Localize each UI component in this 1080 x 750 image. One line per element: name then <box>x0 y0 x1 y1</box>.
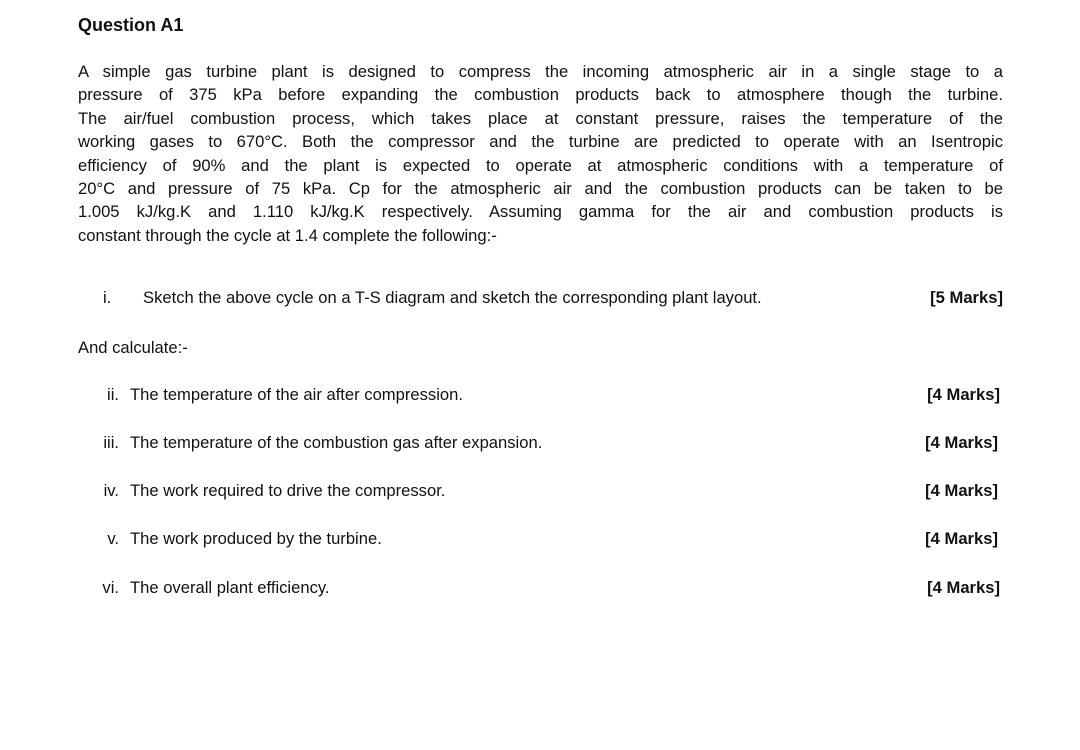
question-title: Question A1 <box>78 15 184 35</box>
paragraph-line: A simple gas turbine plant is designed to compress the incoming atmospheric air in a single stage to a <box>78 62 1003 81</box>
item-number: vi. <box>102 578 119 597</box>
item-text: The temperature of the air after compression. <box>130 385 463 404</box>
question-item-i <box>0 288 1080 312</box>
paragraph-line: 1.005 kJ/kg.K and 1.110 kJ/kg.K respectively. Assuming gamma for the air and combustion products is <box>78 202 1003 222</box>
paragraph-line: efficiency of 90% and the plant is expected to operate at atmospheric conditions with a temperature of <box>78 155 1003 175</box>
item-text: The overall plant efficiency. <box>130 578 330 597</box>
question-item-v <box>0 529 1080 553</box>
item-text: Sketch the above cycle on a T-S diagram and sketch the corresponding plant layout. <box>143 288 762 307</box>
paragraph-line: pressure of 375 kPa before expanding the combustion products back to atmosphere though the turbine. <box>78 85 1003 105</box>
question-item-vi <box>0 578 1080 602</box>
item-marks: [4 Marks] <box>925 481 998 500</box>
and-calculate-label: And calculate:- <box>78 338 188 357</box>
item-number: iv. <box>103 481 119 500</box>
question-item-ii <box>0 385 1080 409</box>
paragraph-line: constant through the cycle at 1.4 complete the following:- <box>78 225 497 245</box>
item-number: i. <box>103 288 112 307</box>
question-paragraph <box>78 60 1003 247</box>
item-marks: [4 Marks] <box>927 385 1000 404</box>
item-number: v. <box>107 529 119 548</box>
paragraph-line: 20°C and pressure of 75 kPa. Cp for the atmospheric air and the combustion products can be taken to be <box>78 179 1003 199</box>
paragraph-line: working gases to 670°C. Both the compressor and the turbine are predicted to operate with an Isentropic <box>78 132 1003 152</box>
item-text: The work required to drive the compressor. <box>130 481 446 500</box>
item-marks: [4 Marks] <box>925 529 998 548</box>
item-number: iii. <box>103 433 119 452</box>
paragraph-line: The air/fuel combustion process, which takes place at constant pressure, raises the temperature of the <box>78 108 1003 128</box>
question-item-iii <box>0 433 1080 457</box>
question-item-iv <box>0 481 1080 505</box>
item-marks: [4 Marks] <box>925 433 998 452</box>
item-text: The temperature of the combustion gas after expansion. <box>130 433 543 452</box>
item-marks: [4 Marks] <box>927 578 1000 597</box>
item-text: The work produced by the turbine. <box>130 529 382 548</box>
item-number: ii. <box>107 385 119 404</box>
item-marks: [5 Marks] <box>930 288 1003 307</box>
